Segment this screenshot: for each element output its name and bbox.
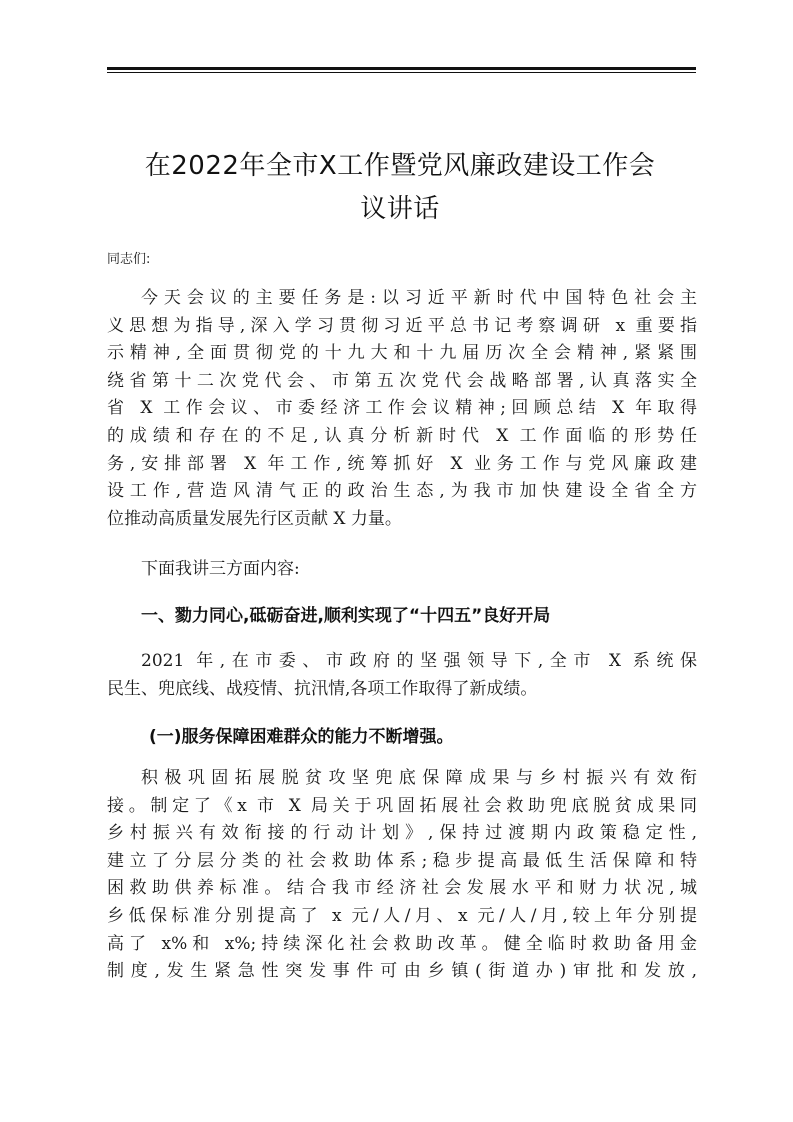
- title-line-2: 议讲话: [360, 194, 440, 224]
- text-line: 制度,发生紧急性突发事件可由乡镇(街道办)审批和发放,: [107, 961, 697, 982]
- salutation: 同志们:: [107, 252, 151, 267]
- text-line: 乡村振兴有效衔接的行动计划》,保持过渡期内政策稳定性,: [107, 823, 697, 844]
- paragraph-2021-summary: [107, 648, 697, 703]
- text-line: 位推动高质量发展先行区贡献 X 力量。: [107, 508, 402, 529]
- text-line: 省 X 工作会议、市委经济工作会议精神;回顾总结 X 年取得: [107, 398, 697, 419]
- subsection-heading-1: (一)服务保障困难群众的能力不断增强。: [149, 727, 454, 747]
- paragraph-intro: [107, 285, 697, 533]
- text-line: 民生、兜底线、战疫情、抗汛情,各项工作取得了新成绩。: [107, 678, 538, 699]
- text-line: 困救助供养标准。结合我市经济社会发展水平和财力状况,城: [107, 878, 697, 899]
- text-line: 示精神,全面贯彻党的十九大和十九届历次全会精神,紧紧围: [107, 343, 697, 364]
- text-line: 设工作,营造风清气正的政治生态,为我市加快建设全省全方: [107, 481, 697, 502]
- text-line: 绕省第十二次党代会、市第五次党代会战略部署,认真落实全: [107, 370, 697, 391]
- text-line: 义思想为指导,深入学习贯彻习近平总书记考察调研 x 重要指: [107, 315, 697, 336]
- document-title: [100, 145, 700, 231]
- text-line: 建立了分层分类的社会救助体系;稳步提高最低生活保障和特: [107, 850, 697, 871]
- header-rule-thick: [107, 67, 696, 70]
- text-line: 的成绩和存在的不足,认真分析新时代 X 工作面临的形势任: [107, 425, 697, 446]
- header-rule-thin: [107, 72, 696, 73]
- text-line: 2021 年,在市委、市政府的坚强领导下,全市 X 系统保: [141, 651, 697, 671]
- text-line: 乡低保标准分别提高了 x 元/人/月、x 元/人/月,较上年分别提: [107, 905, 697, 926]
- text-line: 接。制定了《x 市 X 局关于巩固拓展社会救助兜底脱贫成果同: [107, 795, 697, 816]
- paragraph-outline-intro: [107, 556, 697, 584]
- text-line: 高了 x%和 x%;持续深化社会救助改革。健全临时救助备用金: [107, 933, 697, 954]
- title-line-1: 在2022年全市X工作暨党风廉政建设工作会: [144, 151, 656, 181]
- text-line: 今天会议的主要任务是:以习近平新时代中国特色社会主: [141, 288, 697, 308]
- text-line: 下面我讲三方面内容:: [141, 559, 300, 579]
- section-heading-1: 一、勠力同心,砥砺奋进,顺利实现了“十四五”良好开局: [141, 606, 551, 626]
- paragraph-poverty-relief: [107, 765, 697, 986]
- text-line: 务,安排部署 X 年工作,统筹抓好 X 业务工作与党风廉政建: [107, 453, 697, 474]
- text-line: 积极巩固拓展脱贫攻坚兜底保障成果与乡村振兴有效衔: [141, 768, 697, 788]
